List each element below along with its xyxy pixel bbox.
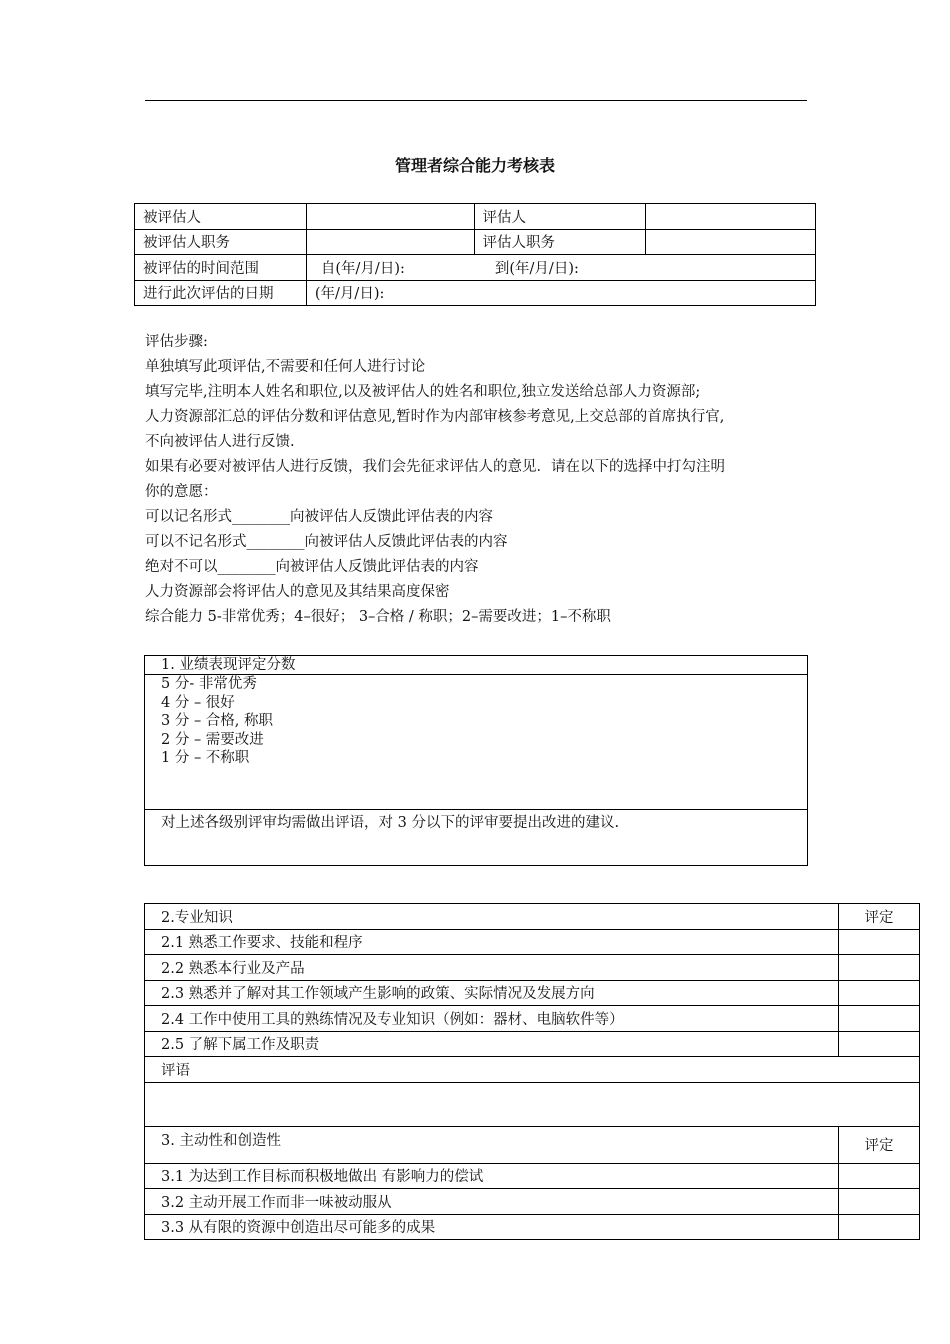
evaluation-steps: [145, 330, 815, 630]
period-label: 被评估的时间范围: [135, 255, 307, 281]
section1-note: 对上述各级别评审均需做出评语，对 3 分以下的评审要提出改进的建议.: [145, 810, 808, 866]
evaluator-position-label: 评估人职务: [474, 229, 646, 255]
period-field[interactable]: [306, 255, 815, 281]
step-line: 如果有必要对被评估人进行反馈，我们会先征求评估人的意见．请在以下的选择中打勾注明: [145, 459, 725, 475]
section2-item: 2.1 熟悉工作要求、技能和程序: [145, 929, 839, 955]
section2-item: 2.2 熟悉本行业及产品: [145, 955, 839, 981]
section2-comment-field[interactable]: [145, 1082, 920, 1126]
page-title: 管理者综合能力考核表: [394, 156, 555, 175]
section3-rating-header: 评定: [839, 1126, 920, 1163]
rating-cell[interactable]: [839, 1189, 920, 1215]
step-line: 绝对不可以________向被评估人反馈此评估表的内容: [145, 559, 479, 575]
score-level: 2 分 – 需要改进: [161, 731, 264, 748]
evaluator-field[interactable]: [646, 204, 816, 230]
step-line: 人力资源部汇总的评估分数和评估意见,暂时作为内部审核参考意见,上交总部的首席执行官,: [145, 409, 725, 425]
evaluatee-label: 被评估人: [135, 204, 307, 230]
section2-item: 2.5 了解下属工作及职责: [145, 1031, 839, 1057]
score-level: 1 分 – 不称职: [161, 750, 250, 766]
step-line: 你的意愿：: [145, 484, 218, 500]
step-line: 单独填写此项评估,不需要和任何人进行讨论: [145, 359, 426, 375]
score-level: 5 分- 非常优秀: [161, 676, 257, 692]
section3-item: 3.2 主动开展工作而非一味被动服从: [145, 1189, 839, 1215]
evaluatee-field[interactable]: [306, 204, 474, 230]
score-level: 4 分 – 很好: [161, 694, 235, 711]
section3-item: 3.1 为达到工作目标而积极地做出 有影响力的偿试: [145, 1163, 839, 1189]
rating-cell[interactable]: [839, 1006, 920, 1032]
section2-comment-label: 评语: [145, 1057, 920, 1083]
section2-item: 2.3 熟悉并了解对其工作领域产生影响的政策、实际情况及发展方向: [145, 980, 839, 1006]
score-levels: [145, 675, 808, 810]
evaluatee-position-label: 被评估人职务: [135, 229, 307, 255]
date-field[interactable]: (年/月/日):: [306, 280, 815, 306]
evaluator-position-field[interactable]: [646, 229, 816, 255]
score-level: 3 分 – 合格, 称职: [161, 713, 274, 729]
period-from: 自(年/月/日):: [320, 260, 405, 277]
date-label: 进行此次评估的日期: [135, 280, 307, 306]
performance-score-table: [144, 655, 808, 866]
rating-cell[interactable]: [839, 1163, 920, 1189]
rating-cell[interactable]: [839, 955, 920, 981]
step-line: 评估步骤:: [145, 334, 208, 350]
rating-cell[interactable]: [839, 1031, 920, 1057]
section1-header: 1. 业绩表现评定分数: [145, 656, 808, 675]
step-line: 人力资源部会将评估人的意见及其结果高度保密: [145, 584, 450, 600]
info-table: [134, 203, 816, 306]
section3-header: 3. 主动性和创造性: [145, 1126, 839, 1163]
step-line: 填写完毕,注明本人姓名和职位,以及被评估人的姓名和职位,独立发送给总部人力资源部;: [145, 384, 701, 400]
section2-item: 2.4 工作中使用工具的熟练情况及专业知识（例如：器材、电脑软件等）: [145, 1006, 839, 1032]
period-to: 到(年/月/日):: [494, 260, 579, 277]
step-line: 综合能力 5-非常优秀；4–很好； 3–合格 / 称职；2–需要改进；1–不称职: [145, 609, 611, 625]
section2-header: 2.专业知识: [145, 904, 839, 930]
step-line: 不向被评估人进行反馈.: [145, 434, 295, 450]
rating-cell[interactable]: [839, 1214, 920, 1240]
section3-item: 3.3 从有限的资源中创造出尽可能多的成果: [145, 1214, 839, 1240]
evaluator-label: 评估人: [474, 204, 646, 230]
section2-rating-header: 评定: [839, 904, 920, 930]
step-line: 可以不记名形式________向被评估人反馈此评估表的内容: [145, 534, 508, 550]
step-line: 可以记名形式________向被评估人反馈此评估表的内容: [145, 509, 493, 525]
evaluatee-position-field[interactable]: [306, 229, 474, 255]
rating-cell[interactable]: [839, 980, 920, 1006]
header-rule: [145, 100, 807, 101]
rating-cell[interactable]: [839, 929, 920, 955]
competency-table: [144, 903, 920, 1240]
